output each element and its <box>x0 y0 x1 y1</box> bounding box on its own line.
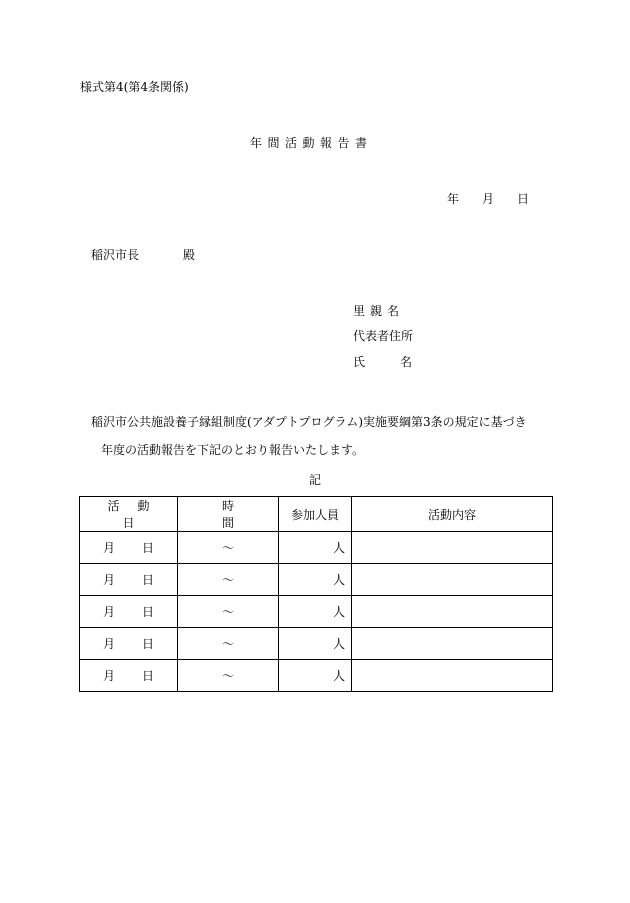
cell-participants[interactable]: 人 <box>279 596 352 628</box>
month-label: 月 <box>102 605 115 619</box>
day-label: 日 <box>142 541 155 555</box>
header-time: 時間 <box>178 497 279 532</box>
cell-participants[interactable]: 人 <box>279 660 352 692</box>
cell-participants[interactable]: 人 <box>279 564 352 596</box>
cell-date[interactable] <box>80 596 178 628</box>
honorific: 殿 <box>183 248 196 262</box>
month-label: 月 <box>102 669 115 683</box>
cell-participants[interactable]: 人 <box>279 628 352 660</box>
date-day-label: 日 <box>517 192 530 206</box>
sender-address-label: 代表者住所 <box>353 329 414 343</box>
table-row <box>80 660 553 692</box>
day-label: 日 <box>142 605 155 619</box>
cell-content[interactable] <box>352 596 553 628</box>
cell-time[interactable]: 〜 <box>178 596 279 628</box>
table-row <box>80 628 553 660</box>
cell-time[interactable]: 〜 <box>178 628 279 660</box>
cell-time[interactable]: 〜 <box>178 660 279 692</box>
cell-content[interactable] <box>352 532 553 564</box>
header-participants: 参加人員 <box>279 497 352 532</box>
cell-time[interactable]: 〜 <box>178 532 279 564</box>
table-row <box>80 596 553 628</box>
cell-time[interactable]: 〜 <box>178 564 279 596</box>
cell-participants[interactable]: 人 <box>279 532 352 564</box>
form-label: 様式第4(第4条関係) <box>80 80 189 94</box>
body-text-line-2: 年度の活動報告を下記のとおり報告いたします。 <box>101 443 365 457</box>
month-label: 月 <box>102 573 115 587</box>
document-title: 年間活動報告書 <box>250 136 373 150</box>
cell-content[interactable] <box>352 628 553 660</box>
header-activity-content: 活動内容 <box>352 497 553 532</box>
header-activity-date: 活動日 <box>80 497 178 532</box>
sender-name-label: 氏名 <box>353 355 448 369</box>
cell-date[interactable] <box>80 532 178 564</box>
table-header-row <box>80 497 553 532</box>
table-row <box>80 532 553 564</box>
addressee: 稲沢市長 <box>91 248 140 262</box>
cell-content[interactable] <box>352 564 553 596</box>
cell-content[interactable] <box>352 660 553 692</box>
cell-date[interactable] <box>80 660 178 692</box>
date-year-label: 年 <box>447 192 460 206</box>
day-label: 日 <box>142 637 155 651</box>
table-row <box>80 564 553 596</box>
month-label: 月 <box>102 541 115 555</box>
ki-heading: 記 <box>309 473 322 487</box>
cell-date[interactable] <box>80 628 178 660</box>
sender-group-label: 里親名 <box>353 304 405 318</box>
activity-table <box>79 496 553 692</box>
body-text-line-1: 稲沢市公共施設養子縁組制度(アダプトプログラム)実施要綱第3条の規定に基づき <box>91 415 527 429</box>
date-month-label: 月 <box>482 192 495 206</box>
day-label: 日 <box>142 573 155 587</box>
month-label: 月 <box>102 637 115 651</box>
cell-date[interactable] <box>80 564 178 596</box>
day-label: 日 <box>142 669 155 683</box>
